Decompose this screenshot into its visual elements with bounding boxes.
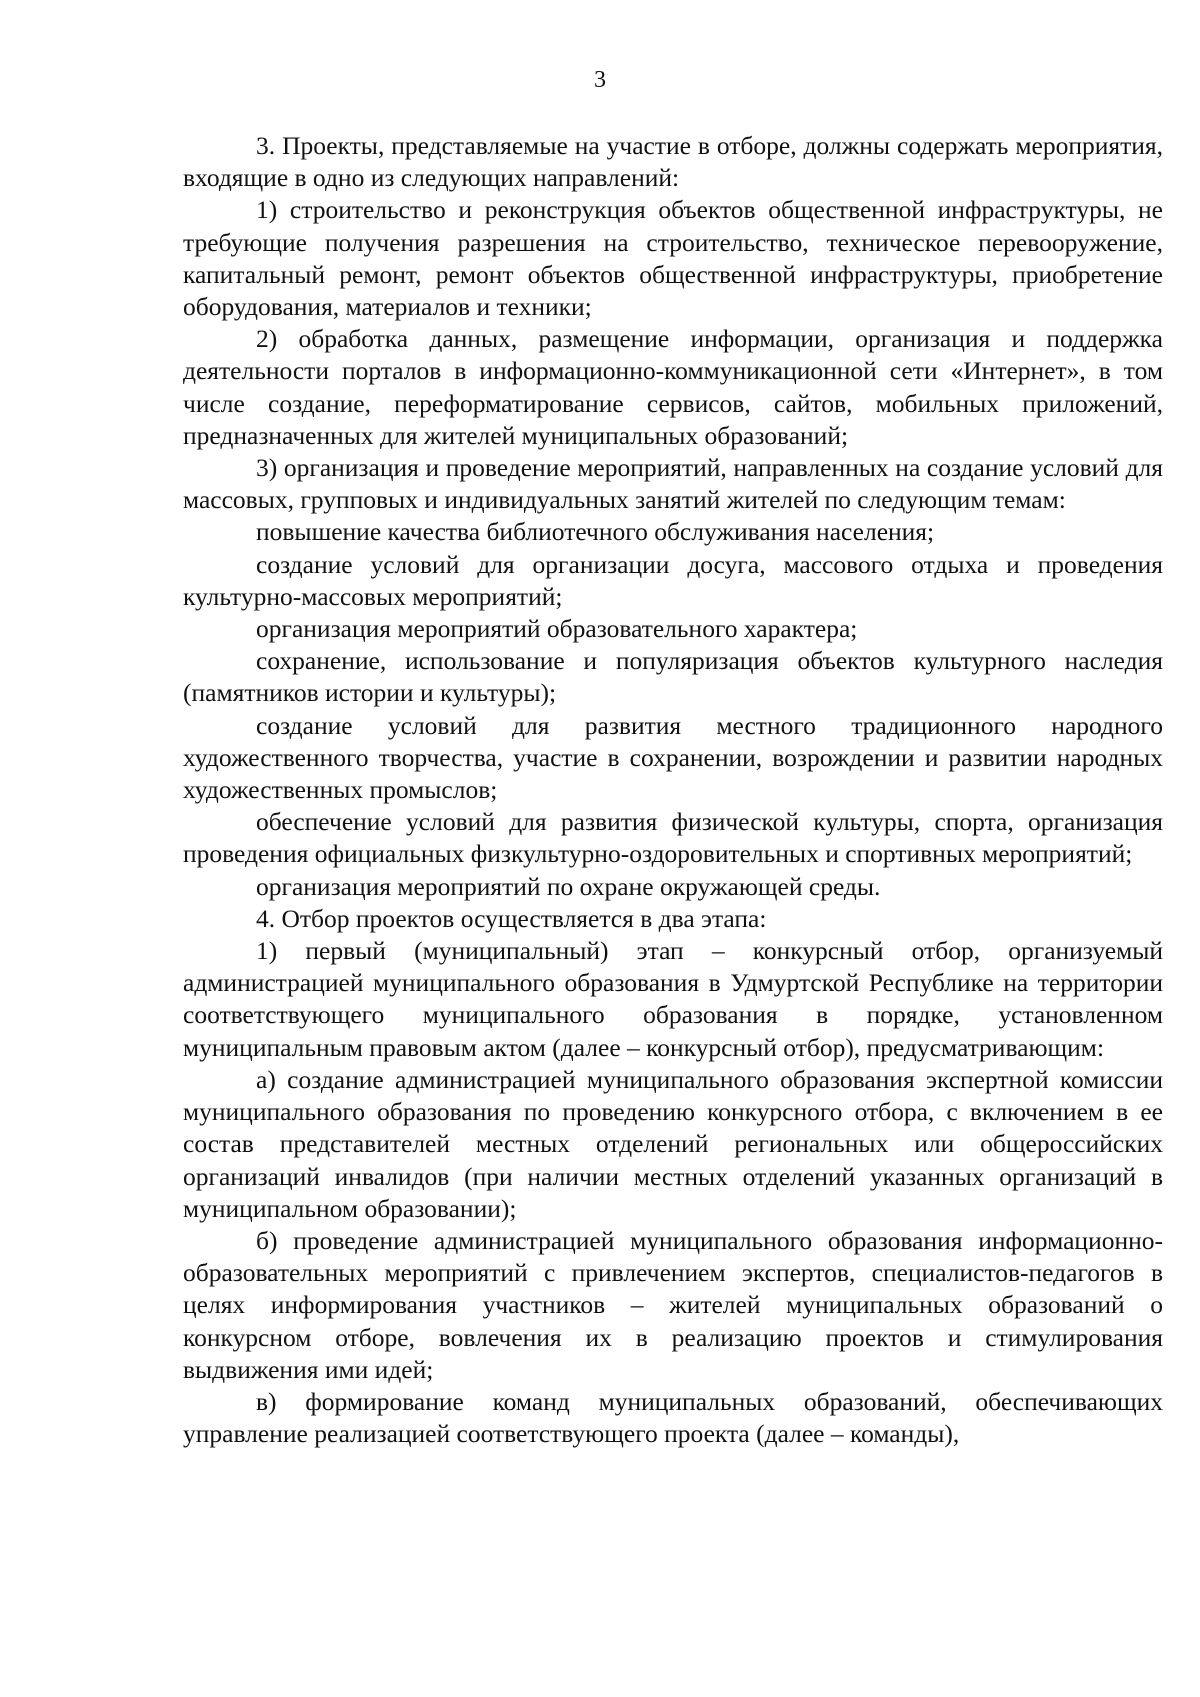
paragraph-subitem-b: б) проведение администрацией муниципального образования информационно-образовательных мероприятий с привлечением экспертов, специалистов-педагогов в целях информирования участников – жителей муниципальных образований о конкурсном отборе, вовлечения их в реализацию проектов и стимулирования выдвижения ими идей; — [183, 1225, 1163, 1384]
paragraph-topic-folk-art: создание условий для развития местного традиционного народного художественного творчества, участие в сохранении, возрождении и развитии народных художественных промыслов; — [183, 710, 1163, 805]
paragraph-subitem-a: а) создание администрацией муниципального образования экспертной комиссии муниципального образования по проведению конкурсного отбора, с включением в ее состав представителей местных отделений региональных или общероссийских организаций инвалидов (при наличии местных отделений указанных организаций в муниципальном образовании); — [183, 1064, 1163, 1223]
paragraph-item-3-events: 3) организация и проведение мероприятий, направленных на создание условий для массовых, групповых и индивидуальных занятий жителей по следующим темам: — [183, 453, 1163, 515]
document-body — [183, 130, 1163, 1450]
paragraph-section-4: 4. Отбор проектов осуществляется в два этапа: — [256, 903, 767, 933]
paragraph-topic-sport: обеспечение условий для развития физической культуры, спорта, организация проведения официальных физкультурно-оздоровительных и спортивных мероприятий; — [183, 807, 1163, 869]
paragraph-item-2-data-processing: 2) обработка данных, размещение информации, организация и поддержка деятельности порталов в информационно-коммуникационной сети «Интернет», в том числе создание, переформатирование сервисов, сайтов, мобильных приложений, предназначенных для жителей муниципальных образований; — [183, 324, 1163, 450]
paragraph-subitem-v: в) формирование команд муниципальных образований, обеспечивающих управление реализацией соответствующего проекта (далее – команды), — [183, 1386, 1163, 1449]
paragraph-item-1-construction: 1) строительство и реконструкция объектов общественной инфраструктуры, не требующие получения разрешения на строительство, техническое перевооружение, капитальный ремонт, ремонт объектов общественной инфраструктуры, приобретение оборудования, материалов и техники; — [183, 195, 1163, 322]
paragraph-section-3: 3. Проекты, представляемые на участие в отборе, должны содержать мероприятия, входящие в одно из следующих направлений: — [183, 131, 1163, 193]
paragraph-stage-1: 1) первый (муниципальный) этап – конкурсный отбор, организуемый администрацией муниципального образования в Удмуртской Республике на территории соответствующего муниципального образования в порядке, установленном муниципальным правовым актом (далее – конкурсный отбор), предусматривающим: — [183, 936, 1163, 1062]
paragraph-topic-library: повышение качества библиотечного обслуживания населения; — [256, 517, 935, 547]
paragraph-topic-education: организация мероприятий образовательного характера; — [256, 614, 858, 644]
paragraph-topic-leisure: создание условий для организации досуга, массового отдыха и проведения культурно-массовых мероприятий; — [183, 549, 1163, 611]
paragraph-topic-heritage: сохранение, использование и популяризация объектов культурного наследия (памятников истории и культуры); — [183, 646, 1163, 708]
paragraph-topic-environment: организация мероприятий по охране окружающей среды. — [256, 871, 881, 901]
page-number: 3 — [594, 67, 606, 93]
